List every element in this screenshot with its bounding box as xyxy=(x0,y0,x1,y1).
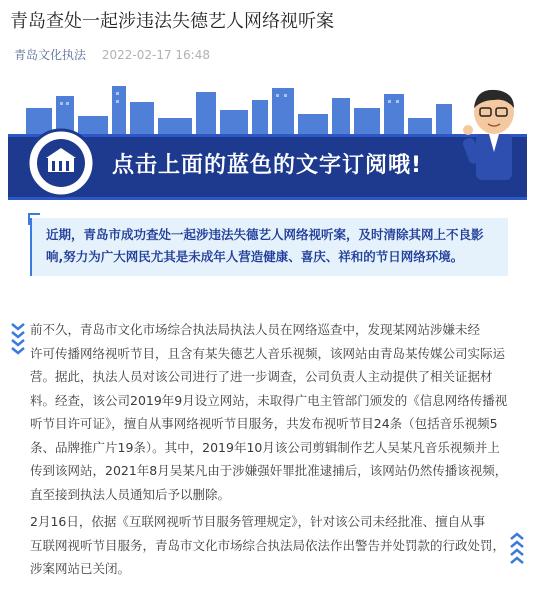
paragraph-line: 料。经查，该公司2019年9月设立网站，未取得广电主管部门颁发的《信息网络传播视 xyxy=(30,392,508,408)
intro-line: 响,努力为广大网民尤其是未成年人营造健康、喜庆、祥和的节日网络环境。 xyxy=(46,249,464,264)
intro-summary xyxy=(30,218,508,276)
author-link[interactable]: 青岛文化执法 xyxy=(14,48,87,62)
article-title: 青岛查处一起涉违法失德艺人网络视听案 xyxy=(10,11,334,32)
body-paragraph-2 xyxy=(30,510,520,581)
emblem-icon xyxy=(26,128,96,198)
paragraph-line: 条、品牌推广片19条）。其中，2019年10月该公司剪辑制作艺人吴某凡音乐视频并上 xyxy=(30,439,500,455)
publish-time: 2022-02-17 16:48 xyxy=(101,48,210,62)
paragraph-line: 听节目许可证》，擅自从事网络视听节目服务，共发布视听节目24条（包括音乐视频5 xyxy=(30,416,498,431)
subscribe-banner[interactable] xyxy=(8,78,527,218)
paragraph-line: 许可传播网络视听节目，且含有某失德艺人音乐视频，该网站由青岛某传媒公司实际运 xyxy=(30,345,506,361)
article-meta xyxy=(14,46,210,64)
paragraph-line: 涉案网站已关闭。 xyxy=(30,561,131,576)
subscribe-headline[interactable]: 点击上面的蓝色的文字订阅哦! xyxy=(112,153,423,178)
paragraph-line: 互联网视听节目服务，青岛市文化市场综合执法局依法作出警告并处罚款的行政处罚， xyxy=(30,537,506,553)
intro-line: 近期，青岛市成功查处一起涉违法失德艺人网络视听案，及时清除其网上不良影 xyxy=(46,227,484,242)
cartoon-man-icon xyxy=(462,86,522,196)
paragraph-line: 前不久，青岛市文化市场综合执法局执法人员在网络巡查中，发现某网站涉嫌未经 xyxy=(30,322,481,337)
chevron-down-decoration-icon xyxy=(10,320,26,360)
paragraph-line: 营。据此，执法人员对该公司进行了进一步调查，公司负责人主动提供了相关证据材 xyxy=(30,369,493,384)
paragraph-line: 2月16日，依据《互联网视听节目服务管理规定》，针对该公司未经批准、擅自从事 xyxy=(30,514,486,529)
paragraph-line: 直至接到执法人员通知后予以删除。 xyxy=(30,486,231,502)
paragraph-line: 传到该网站，2021年8月吴某凡由于涉嫌强奸罪批准逮捕后，该网站仍然传播该视频， xyxy=(30,463,508,478)
body-paragraph-1 xyxy=(30,318,520,506)
